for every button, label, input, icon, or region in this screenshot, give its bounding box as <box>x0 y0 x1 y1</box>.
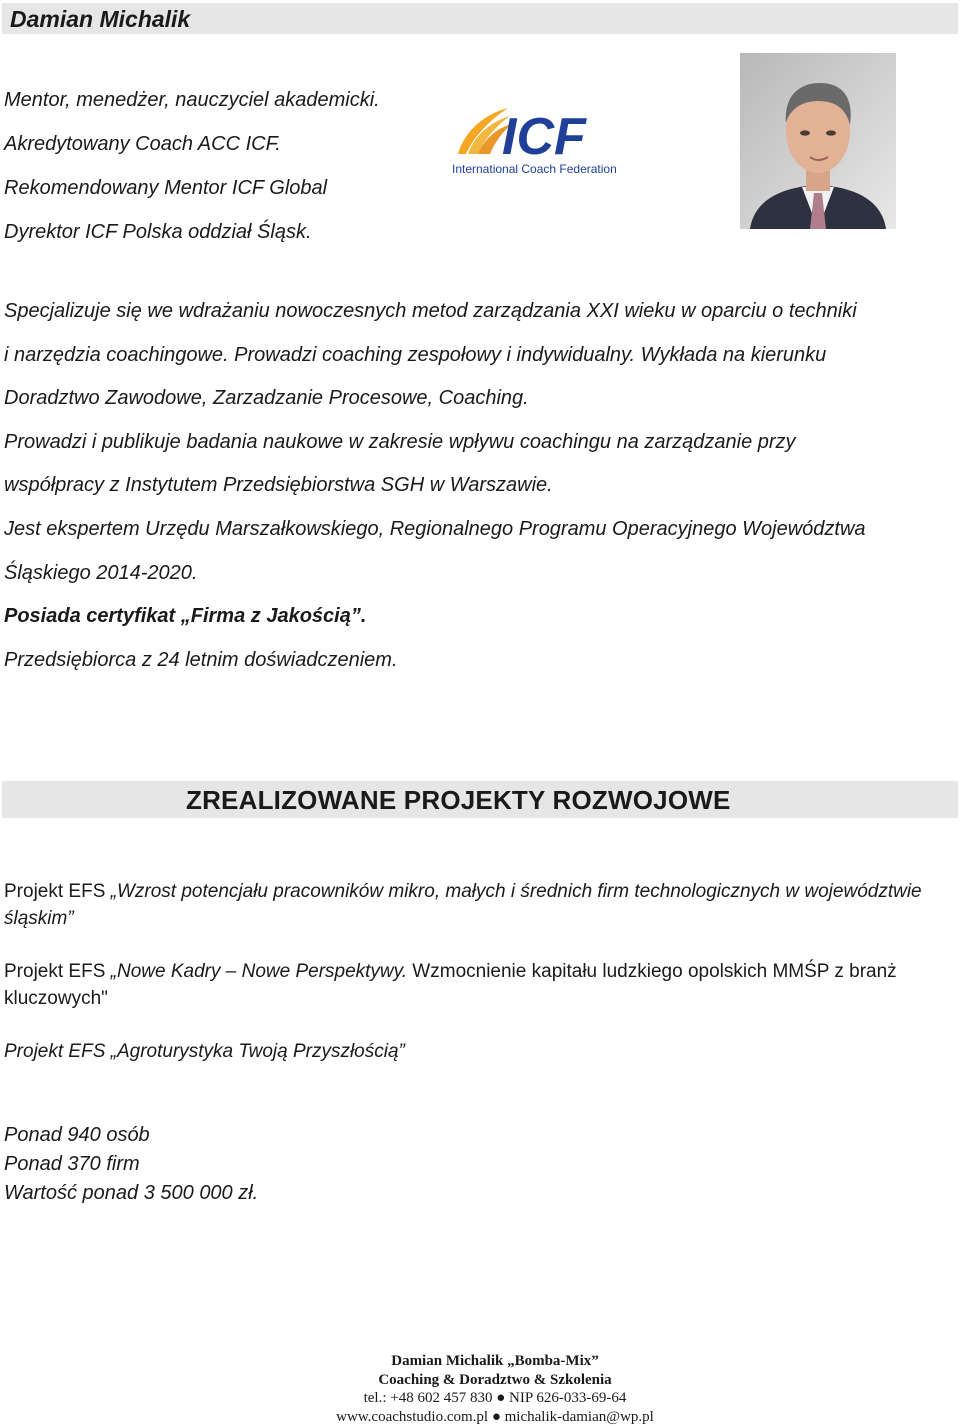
project-item <box>4 878 944 932</box>
footer-web: www.coachstudio.com.pl ● michalik-damian@wp.pl <box>0 1408 960 1426</box>
projects-heading-bar <box>2 781 958 818</box>
project-item <box>4 958 944 1012</box>
icf-logo <box>450 102 640 180</box>
profile-photo <box>740 53 896 229</box>
project-item <box>4 1038 944 1065</box>
bio-line: Doradztwo Zawodowe, Zarzadzanie Procesowe, Coaching. <box>4 377 954 421</box>
bio-line: Śląskiego 2014-2020. <box>4 552 954 596</box>
certificate-line: Posiada certyfikat „Firma z Jakością”. <box>4 595 954 639</box>
bio-line: Specjalizuje się we wdrażaniu nowoczesnych metod zarządzania XXI wieku w oparciu o techniki <box>4 290 954 334</box>
stats-block <box>4 1121 258 1208</box>
project-prefix: Projekt EFS <box>4 961 111 982</box>
project-title: „Nowe Kadry – Nowe Perspektywy. <box>111 961 407 982</box>
project-title: Projekt EFS „Agroturystyka Twoją Przyszłością” <box>4 1041 405 1062</box>
footer-contact: tel.: +48 602 457 830 ● NIP 626-033-69-64 <box>0 1389 960 1408</box>
stat-value: Wartość ponad 3 500 000 zł. <box>4 1179 258 1208</box>
footer-company: Damian Michalik „Bomba-Mix” <box>0 1352 960 1371</box>
bio-block <box>4 290 954 682</box>
intro-line: Dyrektor ICF Polska oddział Śląsk. <box>4 210 724 254</box>
bio-line: Prowadzi i publikuje badania naukowe w zakresie wpływu coachingu na zarządzanie przy <box>4 421 954 465</box>
bio-line: współpracy z Instytutem Przedsiębiorstwa SGH w Warszawie. <box>4 464 954 508</box>
stat-people: Ponad 940 osób <box>4 1121 258 1150</box>
project-prefix: Projekt EFS <box>4 881 111 902</box>
bio-line: i narzędzia coachingowe. Prowadzi coaching zespołowy i indywidualny. Wykłada na kierunku <box>4 334 954 378</box>
intro-line: Rekomendowany Mentor ICF Global <box>4 166 724 210</box>
footer-services: Coaching & Doradztwo & Szkolenia <box>0 1371 960 1390</box>
stat-firms: Ponad 370 firm <box>4 1150 258 1179</box>
icf-wordmark: ICF <box>502 108 587 166</box>
icf-subtitle: International Coach Federation <box>452 162 617 176</box>
bio-line: Przedsiębiorca z 24 letnim doświadczeniem. <box>4 639 954 683</box>
intro-line: Mentor, menedżer, nauczyciel akademicki. <box>4 78 724 122</box>
project-title: „Wzrost potencjału pracowników mikro, małych i średnich firm technologicznych w województwie śląskim” <box>4 881 922 929</box>
person-name: Damian Michalik <box>10 6 190 33</box>
name-header <box>2 3 958 34</box>
footer <box>0 1352 960 1426</box>
bio-line: Jest ekspertem Urzędu Marszałkowskiego, Regionalnego Programu Operacyjnego Województwa <box>4 508 954 552</box>
projects-heading: ZREALIZOWANE PROJEKTY ROZWOJOWE <box>186 785 731 816</box>
intro-line: Akredytowany Coach ACC ICF. <box>4 122 724 166</box>
project-suffix: Wzmocnienie kapitału ludzkiego opolskich MMŚP z branż kluczowych" <box>4 961 897 1009</box>
